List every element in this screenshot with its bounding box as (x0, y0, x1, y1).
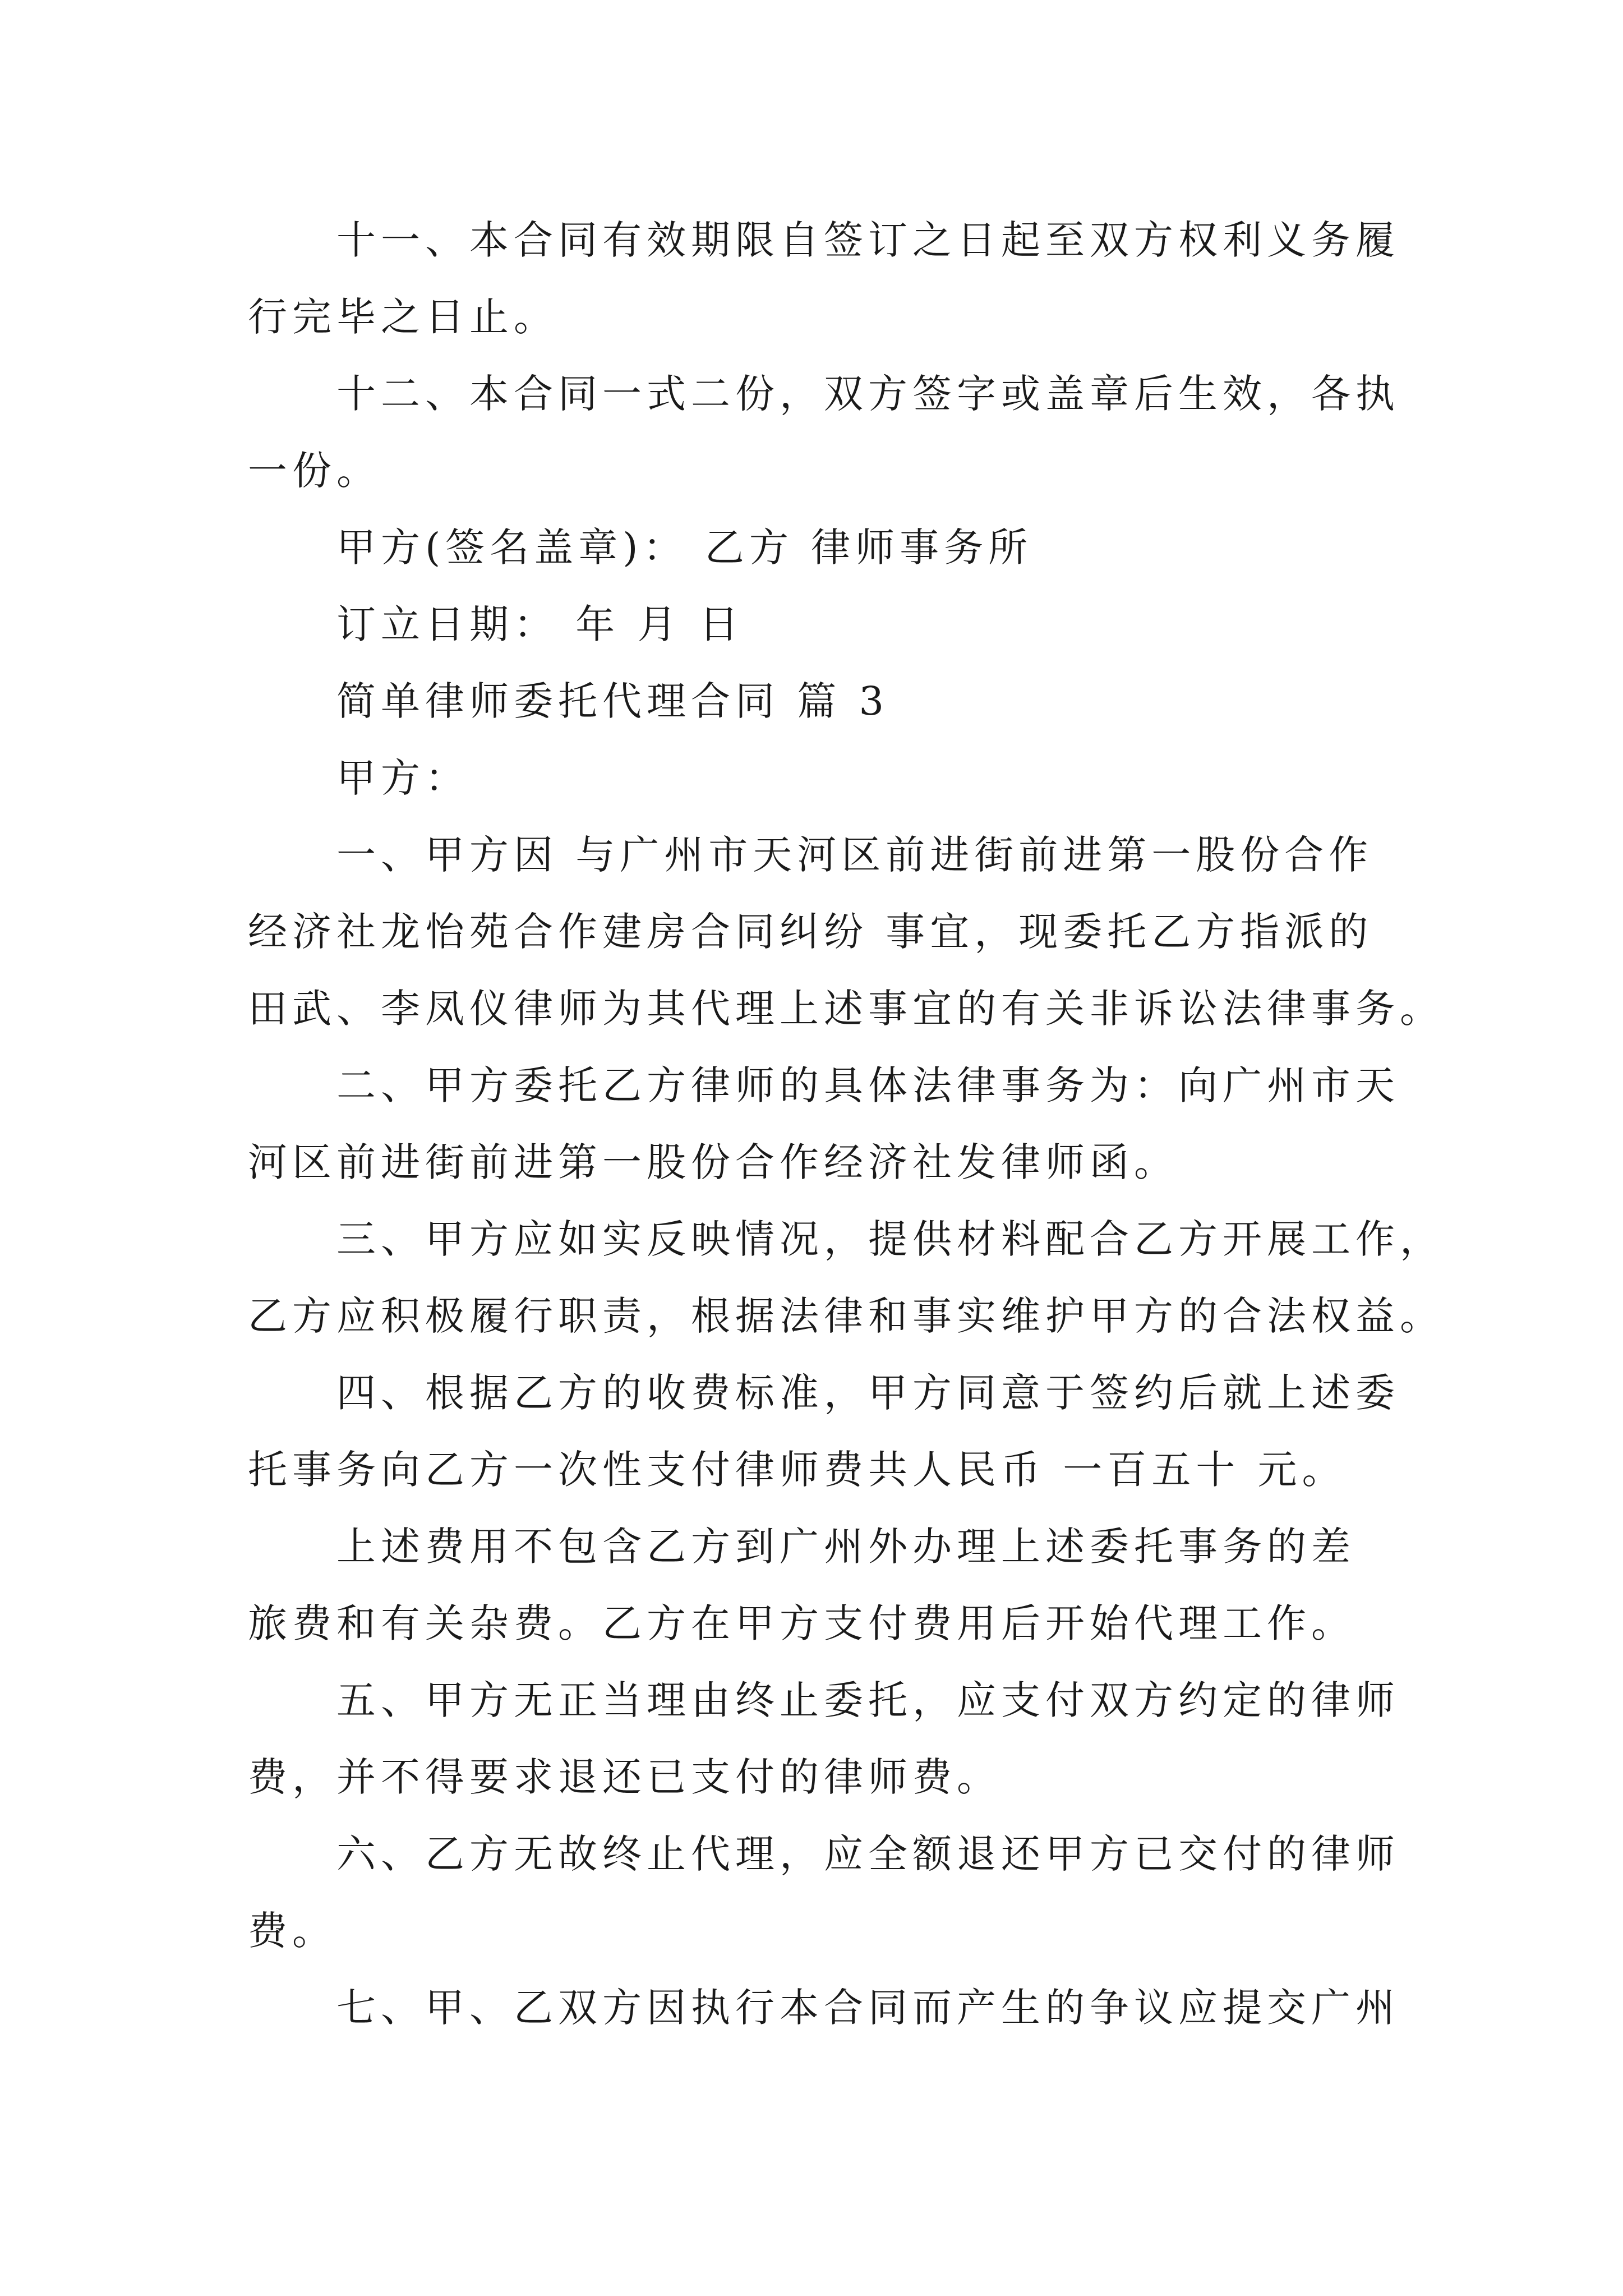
document-line: 甲方(签名盖章)： 乙方 律师事务所 (336, 524, 1033, 570)
document-line: 一、甲方因 与广州市天河区前进街前进第一股份合作 (336, 832, 1373, 878)
document-line: 上述费用不包含乙方到广州外办理上述委托事务的差 (336, 1524, 1355, 1570)
document-line: 费，并不得要求退还已支付的律师费。 (248, 1754, 1001, 1800)
document-line: 一份。 (248, 448, 381, 494)
document-line: 乙方应积极履行职责，根据法律和事实维护甲方的合法权益。 (248, 1293, 1444, 1339)
document-line: 田武、李凤仪律师为其代理上述事宜的有关非诉讼法律事务。 (248, 986, 1444, 1032)
document-line: 六、乙方无故终止代理，应全额退还甲方已交付的律师 (336, 1831, 1400, 1877)
document-line: 二、甲方委托乙方律师的具体法律事务为：向广州市天 (336, 1062, 1400, 1108)
document-line: 行完毕之日止。 (248, 294, 558, 340)
document-line: 订立日期： 年 月 日 (336, 601, 744, 647)
document-line: 五、甲方无正当理由终止委托，应支付双方约定的律师 (336, 1677, 1400, 1723)
document-line: 十一、本合同有效期限自签订之日起至双方权利义务履 (336, 217, 1400, 263)
document-line: 托事务向乙方一次性支付律师费共人民币 一百五十 元。 (248, 1447, 1347, 1493)
document-line: 四、根据乙方的收费标准，甲方同意于签约后就上述委 (336, 1370, 1400, 1416)
document-line: 三、甲方应如实反映情况，提供材料配合乙方开展工作， (336, 1216, 1444, 1262)
document-line: 费。 (248, 1908, 336, 1954)
document-body (248, 202, 1444, 2046)
document-line: 甲方： (336, 755, 469, 801)
document-line: 河区前进街前进第一股份合作经济社发律师函。 (248, 1139, 1178, 1185)
document-line: 旅费和有关杂费。乙方在甲方支付费用后开始代理工作。 (248, 1600, 1355, 1646)
document-line: 十二、本合同一式二份，双方签字或盖章后生效，各执 (336, 371, 1400, 417)
document-line: 七、甲、乙双方因执行本合同而产生的争议应提交广州 (336, 1985, 1400, 2031)
document-line: 经济社龙怡苑合作建房合同纠纷 事宜，现委托乙方指派的 (248, 909, 1373, 955)
document-line: 简单律师委托代理合同 篇 3 (336, 678, 889, 724)
